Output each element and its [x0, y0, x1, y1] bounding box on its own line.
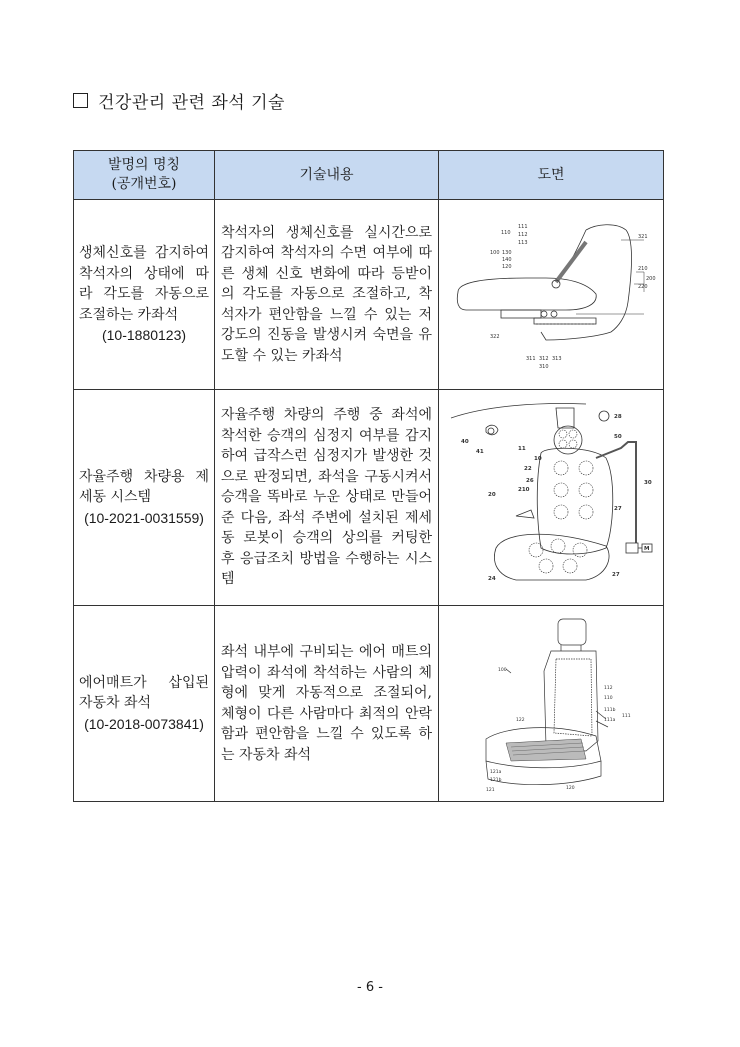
figure-label: 200 — [646, 276, 656, 282]
figure-label: 130 — [502, 250, 512, 256]
figure-label: 11 — [518, 445, 526, 452]
drawing-cell — [439, 606, 664, 802]
figure-label: 50 — [614, 433, 622, 440]
figure-label: 111a — [604, 718, 616, 723]
description-cell: 자율주행 차량의 주행 중 좌석에 착석한 승객의 심정지 여부를 감지하여 급작스런 심정지가 발생한 것으로 판정되면, 좌석을 구동시켜서 승객을 똑바로 누운 상태로 만들어준 다음, 좌석 주변에 설치된 제세동 로봇이 승객의 상의를 커팅한 후 응급조치 방법을 수행하는 시스템 — [215, 390, 439, 606]
figure-label: 41 — [476, 448, 484, 455]
figure-label: 310 — [539, 364, 549, 370]
invention-name-cell — [74, 200, 215, 390]
figure-label: 120 — [566, 786, 575, 791]
description-cell: 좌석 내부에 구비되는 에어 매트의 압력이 좌석에 착석하는 사람의 체형에 맞게 자동적으로 조절되어, 체형이 다른 사람마다 최적의 안락함과 편안함을 느낄 수 있도록 하는 자동차 좌석 — [215, 606, 439, 802]
figure-label: 10 — [534, 455, 542, 462]
figure-labels — [486, 667, 631, 793]
figure-label: 322 — [490, 334, 500, 340]
header-drawing: 도면 — [439, 151, 664, 200]
figure-label: 100 — [498, 668, 507, 673]
figure-label: 111 — [518, 224, 528, 230]
figure-label: 313 — [552, 356, 562, 362]
figure-label: 210 — [518, 486, 530, 493]
figure-label: 111b — [604, 708, 616, 713]
figure-label: 40 — [461, 438, 469, 445]
invention-name: 자율주행 차량용 제세동 시스템 — [79, 468, 209, 506]
figure-label: 321 — [638, 234, 648, 240]
checkbox-square-icon — [73, 93, 88, 108]
figure-label: 113 — [518, 240, 528, 246]
figure-label: 122 — [516, 718, 525, 723]
header-name-label: 발명의 명칭 — [107, 157, 181, 173]
defibrillation-seat-drawing — [446, 398, 656, 598]
section-heading — [73, 88, 285, 113]
figure-label: 28 — [614, 413, 622, 420]
figure-label: 112 — [604, 686, 613, 691]
figure-label: 112 — [518, 232, 528, 238]
publication-number: (10-2021-0031559) — [84, 509, 204, 526]
publication-number: (10-2018-0073841) — [84, 715, 204, 732]
figure-label: 121a — [490, 770, 502, 775]
header-invention-name — [74, 151, 215, 200]
figure-label: 22 — [524, 465, 532, 472]
air-mat-seat-drawing — [446, 611, 656, 796]
section-title: 건강관리 관련 좌석 기술 — [98, 93, 285, 113]
figure-label: 111 — [622, 714, 631, 719]
figure-label: 312 — [539, 356, 549, 362]
table-row — [74, 200, 664, 390]
header-content: 기술내용 — [215, 151, 439, 200]
figure-label: 121b — [490, 778, 502, 783]
table-row — [74, 606, 664, 802]
figure-label: 140 — [502, 257, 512, 263]
figure-label: M — [644, 545, 650, 552]
page-number: - 6 - — [357, 980, 383, 995]
figure-label: 210 — [638, 266, 648, 272]
figure-label: 27 — [612, 571, 620, 578]
publication-number: (10-1880123) — [101, 327, 187, 344]
invention-name-cell — [74, 390, 215, 606]
seat-recline-drawing — [446, 212, 656, 377]
drawing-cell — [439, 390, 664, 606]
description-cell: 착석자의 생체신호를 실시간으로 감지하여 착석자의 수면 여부에 따른 생체 신호 변화에 따라 등받이의 각도를 자동으로 조절하고, 착석자가 편안함을 느낄 수 있는 저강도의 진동을 발생시켜 숙면을 유도할 수 있는 카좌석 — [215, 200, 439, 390]
invention-name: 생체신호를 감지하여 착석자의 상태에 따라 각도를 자동으로 조절하는 카좌석 — [79, 245, 209, 323]
table-header-row — [74, 151, 664, 200]
figure-label: 110 — [604, 696, 613, 701]
invention-name-cell — [74, 606, 215, 802]
drawing-cell — [439, 200, 664, 390]
figure-label: 30 — [644, 479, 652, 486]
figure-label: 311 — [526, 356, 536, 362]
table-row — [74, 390, 664, 606]
figure-labels — [461, 414, 652, 582]
patent-table — [73, 150, 664, 802]
figure-label: 26 — [526, 477, 534, 484]
figure-label: 20 — [488, 491, 496, 498]
figure-label: 100 — [490, 250, 500, 256]
figure-label: 110 — [501, 230, 511, 236]
figure-label: 24 — [488, 575, 496, 582]
figure-label: 120 — [502, 264, 512, 270]
figure-label: 27 — [614, 505, 622, 512]
header-name-sub-label: (공개번호) — [111, 176, 177, 192]
invention-name: 에어매트가 삽입된 자동차 좌석 — [79, 674, 209, 712]
figure-label: 121 — [486, 788, 495, 793]
figure-label: 220 — [638, 284, 648, 290]
